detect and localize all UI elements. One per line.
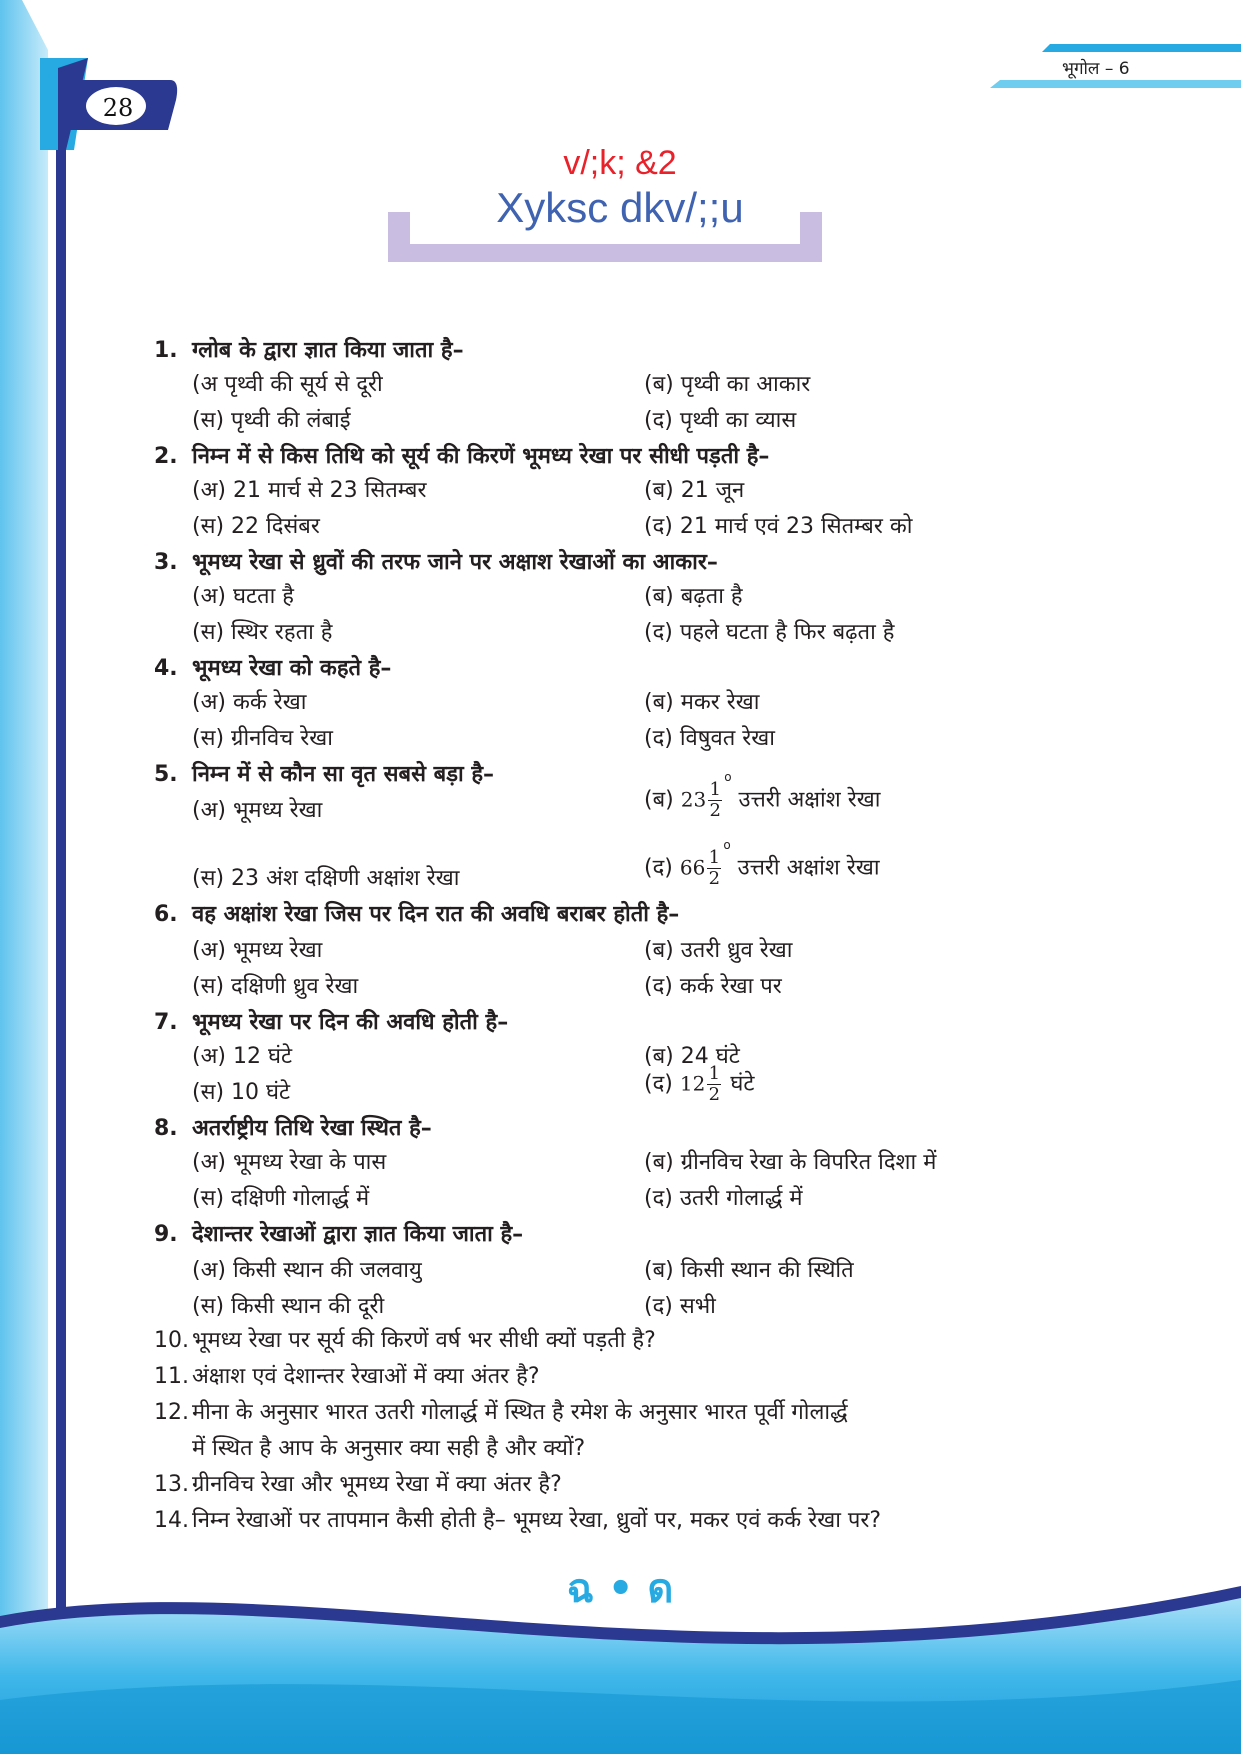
short-question-12: 12. मीना के अनुसार भारत उतरी गोलार्द्ध में स्थित है रमेश के अनुसार भारत पूर्वी गोलार्द्ध [154, 1400, 848, 1425]
option-d: (द) सभी [644, 1294, 716, 1319]
option-b: (ब) पृथ्वी का आकार [644, 372, 811, 397]
option-d: (द) 21 मार्च एवं 23 सितम्बर को [644, 514, 913, 539]
fraction: $\frac{1}{2}$ [709, 779, 721, 821]
option-d: (द) विषुवत रेखा [644, 726, 775, 751]
fraction: $\frac{1}{2}$ [708, 847, 721, 889]
question-4: 4. भूमध्य रेखा को कहते है– [154, 656, 392, 681]
degree-sign: o [723, 838, 731, 852]
option-b: (ब) मकर रेखा [644, 690, 760, 715]
option-b: (ब) 24 घंटे [644, 1044, 740, 1069]
question-6: 6. वह अक्षांश रेखा जिस पर दिन रात की अवधि बराबर होती है– [154, 902, 680, 927]
degree-sign: o [724, 770, 732, 784]
question-8: 8. अतर्राष्ट्रीय तिथि रेखा स्थित है– [154, 1116, 432, 1141]
running-header-subject: भूगोल – 6 [1062, 59, 1130, 79]
option-a: (अ) भूमध्य रेखा [192, 938, 323, 963]
option-a: (अ) 12 घंटे [192, 1044, 293, 1069]
option-c: (स) दक्षिणी ध्रुव रेखा [192, 974, 359, 999]
option-b: (ब) ग्रीनविच रेखा के विपरित दिशा में [644, 1150, 937, 1175]
fraction: $\frac{1}{2}$ [708, 1063, 721, 1105]
question-2: 2. निम्न में से किस तिथि को सूर्य की किरणें भूमध्य रेखा पर सीधी पड़ती है– [154, 444, 770, 469]
question-3: 3. भूमध्य रेखा से ध्रुवों की तरफ जाने पर अक्षाश रेखाओं का आकार– [154, 550, 718, 575]
option-a: (अ) घटता है [192, 584, 294, 609]
question-5: 5. निम्न में से कौन सा वृत सबसे बड़ा है– [154, 762, 494, 787]
option-c: (स) किसी स्थान की दूरी [192, 1294, 385, 1319]
option-b: (ब) 21 जून [644, 478, 745, 503]
option-c: (स) दक्षिणी गोलार्द्ध में [192, 1186, 370, 1211]
option-a: (अ) किसी स्थान की जलवायु [192, 1258, 422, 1283]
question-7: 7. भूमध्य रेखा पर दिन की अवधि होती है– [154, 1010, 509, 1035]
option-d: (द) कर्क रेखा पर [644, 974, 782, 999]
option-c: (स) 10 घंटे [192, 1080, 291, 1105]
option-b: (ब) 23 $\frac{1}{2}$ $^o$ उत्तरी अक्षांश रेखा [644, 770, 881, 821]
option-c: (स) 23 अंश दक्षिणी अक्षांश रेखा [192, 866, 460, 891]
option-d: (द) उतरी गोलार्द्ध में [644, 1186, 803, 1211]
option-b: (ब) उतरी ध्रुव रेखा [644, 938, 793, 963]
option-b: (ब) किसी स्थान की स्थिति [644, 1258, 854, 1283]
decorative-swirl-icon: ฉ • ด [566, 1565, 674, 1612]
page-number: 28 [102, 94, 134, 122]
short-question-10: 10. भूमध्य रेखा पर सूर्य की किरणें वर्ष भर सीधी क्यों पड़ती है? [154, 1328, 656, 1353]
option-c: (स) स्थिर रहता है [192, 620, 333, 645]
option-a: (अ) 21 मार्च से 23 सितम्बर [192, 478, 427, 503]
option-c: (स) ग्रीनविच रेखा [192, 726, 333, 751]
fraction-whole: 12 [679, 1071, 706, 1096]
fraction-whole: 66 [679, 855, 706, 880]
question-9: 9. देशान्तर रेखाओं द्वारा ज्ञात किया जाता है– [154, 1222, 524, 1247]
fraction-whole: 23 [680, 787, 707, 812]
short-question-12-continued: में स्थित है आप के अनुसार क्या सही है और क्यों? [192, 1436, 586, 1461]
short-question-14: 14. निम्न रेखाओं पर तापमान कैसी होती है– भूमध्य रेखा, ध्रुवों पर, मकर एवं कर्क रेखा पर? [154, 1508, 882, 1533]
option-d: (द) पहले घटता है फिर बढ़ता है [644, 620, 895, 645]
option-a: (अ) भूमध्य रेखा [192, 798, 323, 823]
option-b: (ब) बढ़ता है [644, 584, 743, 609]
chapter-title: Xyksc dkv/;;u [496, 184, 744, 231]
question-1: 1. ग्लोब के द्वारा ज्ञात किया जाता है– [154, 338, 464, 363]
option-d: (द) 12 $\frac{1}{2}$ घंटे [644, 1063, 755, 1105]
option-a: (अ) भूमध्य रेखा के पास [192, 1150, 387, 1175]
option-d: (द) पृथ्वी का व्यास [644, 408, 797, 433]
short-question-13: 13. ग्रीनविच रेखा और भूमध्य रेखा में क्या अंतर है? [154, 1472, 562, 1497]
option-c: (स) 22 दिसंबर [192, 514, 320, 539]
option-a: (अ पृथ्वी की सूर्य से दूरी [192, 372, 383, 397]
option-d: (द) 66 $\frac{1}{2}$ $^o$ उत्तरी अक्षांश रेखा [644, 838, 880, 889]
option-c: (स) पृथ्वी की लंबाई [192, 408, 351, 433]
chapter-number: v/;k; &2 [563, 144, 677, 182]
option-a: (अ) कर्क रेखा [192, 690, 307, 715]
short-question-11: 11. अंक्षाश एवं देशान्तर रेखाओं में क्या अंतर है? [154, 1364, 540, 1389]
